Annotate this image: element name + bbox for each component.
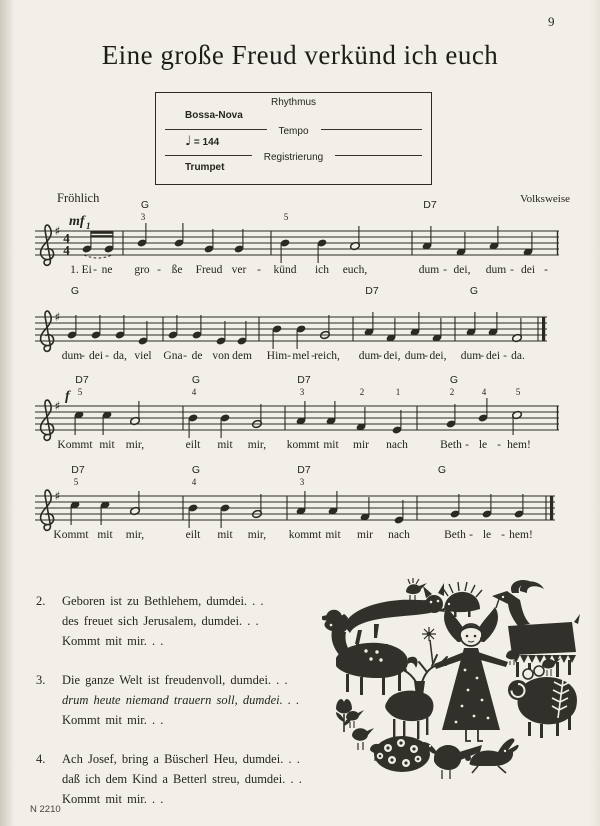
lyric-syllable: Kommt [53,529,89,541]
chord-symbol: D7 [75,374,89,386]
lyric-syllable: - [465,439,469,451]
lyric-syllable: - [503,350,507,362]
chord-symbol: D7 [423,199,437,211]
svg-text:♯: ♯ [54,310,61,324]
lyric-syllable: nach [386,439,408,451]
lyric-syllable: Beth [440,439,462,451]
fingering-number: 3 [299,477,305,487]
lyric-syllable: künd [273,264,297,276]
lyric-syllable: ße [171,264,183,276]
fingering-number: 3 [299,387,305,397]
svg-text:♯: ♯ [54,399,61,413]
fingering-number: 5 [77,387,83,397]
lyric-syllable: dei, [383,350,401,362]
lyric-syllable: dei [520,264,536,276]
tempo-label: Tempo [278,126,309,137]
verse-line: Kommt mit mir. . . [62,792,164,806]
lyric-syllable: ich [314,264,330,276]
fingering-number: 5 [515,387,521,397]
chord-symbol: G [449,374,459,386]
lyric-syllable: Freud [195,264,223,276]
rabbit [465,738,519,773]
svg-text:♯: ♯ [54,224,61,238]
verse-lines [62,670,299,730]
chord-symbol: D7 [365,285,379,297]
lyric-syllable: gro [134,264,150,276]
lyric-syllable: reich, [314,350,340,362]
lyric-syllable: mir, [125,439,145,451]
lyric-syllable: euch, [342,264,368,276]
svg-text:4: 4 [63,242,70,258]
lyric-syllable: - [544,264,548,276]
lyric-syllable: von [212,350,230,362]
verse-line: Die ganze Welt ist freudenvoll, dumdei. . . [62,673,288,687]
lyric-syllable: dei [88,350,104,362]
lyric-syllable: Him [266,350,288,362]
registration-value: Trumpet [185,162,225,173]
registration-label: Registrierung [263,152,324,163]
lyric-syllable: - [443,264,447,276]
lyric-syllable: - [287,350,291,362]
lyric-syllable: - [497,439,501,451]
lyric-syllable: - [183,350,187,362]
quarter-note-icon: ♩ [185,134,192,149]
chord-symbol: G [70,285,80,297]
lyric-syllable: hem! [509,529,533,541]
horse-with-hat [322,610,418,695]
lyric-syllable: - [378,350,382,362]
chord-symbol: G [140,199,150,211]
fingering-number: 5 [73,477,79,487]
fingering-number: 1 [395,387,401,397]
chord-symbol: G [191,464,201,476]
fingering-number: 3 [140,212,146,222]
lyric-syllable: ne [101,264,113,276]
verse [36,591,346,651]
verse-line: Ach Josef, bring a Büscherl Heu, dumdei. . . [62,752,300,766]
lyric-syllable: da, [113,350,127,362]
fingering-number: 4 [481,387,487,397]
lyric-syllable: mir [353,439,369,451]
staff-1 [35,195,559,281]
lyric-syllable: dem [232,350,252,362]
verse-number: 3. [36,673,46,687]
lyric-syllable: - [157,264,161,276]
lyric-syllable: le [478,439,488,451]
folk-art-illustration [322,578,587,790]
fingering-number: 4 [191,387,197,397]
lyric-syllable: le [482,529,492,541]
tempo-word: Fröhlich [57,191,100,205]
lyric-syllable: nach [388,529,410,541]
verse [36,670,346,730]
verse-lines [62,749,302,809]
lyric-syllable: 1. Ei [70,264,92,276]
lyric-syllable: - [480,350,484,362]
lyric-syllable: dum [358,350,380,362]
lyric-syllable: dei [485,350,501,362]
lyric-syllable: mir, [247,439,267,451]
verses [36,591,346,826]
svg-text:♯: ♯ [54,489,61,503]
lyric-syllable: mir, [125,529,145,541]
lyric-syllable: mit [97,529,113,541]
verse-line: Kommt mit mir. . . [62,634,164,648]
chord-symbol: G [469,285,479,297]
verse-line: drum heute niemand trauern soll, dumdei. . . [62,693,300,707]
lyric-syllable: hem! [507,439,531,451]
verse [36,749,346,809]
rhythm-label: Rhythmus [270,97,316,108]
lyric-syllable: kommt [288,529,322,541]
lyric-syllable: Gna [163,350,183,362]
chord-symbol: G [191,374,201,386]
lyric-syllable: mit [325,529,341,541]
lyric-syllable: - [257,264,261,276]
lyric-syllable: mit [99,439,115,451]
lyric-syllable: eilt [185,529,201,541]
chord-symbol: G [437,464,447,476]
staff-4 [35,460,555,546]
verse-line: Geboren ist zu Bethlehem, dumdei. . . [62,594,264,608]
lyric-syllable: - [81,350,85,362]
fingering-number: 2 [359,387,365,397]
rhythm-value: Bossa-Nova [185,110,243,121]
fingering-number: 4 [191,477,197,487]
plate-number: N 2210 [30,804,61,815]
lyric-syllable: - [469,529,473,541]
staff-2 [35,281,547,367]
lyric-syllable: mit [323,439,339,451]
lyric-syllable: mir, [247,529,267,541]
lyric-syllable: dum [485,264,507,276]
staff-3 [35,370,559,456]
lyric-syllable: mir [357,529,373,541]
lyric-syllable: Beth [444,529,466,541]
lyric-syllable: dum [404,350,426,362]
lyric-syllable: - [93,264,97,276]
lyric-syllable: dei, [453,264,471,276]
page-title: Eine große Freud verkünd ich euch [101,40,499,70]
chord-symbol: D7 [71,464,85,476]
lyric-syllable: dum [61,350,83,362]
music-score [35,0,575,560]
lyric-syllable: de [191,350,203,362]
lyric-syllable: mit [217,529,233,541]
verse-number: 4. [36,752,46,766]
lyric-syllable: ver [231,264,247,276]
attribution: Volksweise [520,193,570,205]
verse-line: des freuet sich Jerusalem, dumdei. . . [62,614,259,628]
lyric-syllable: dum [418,264,440,276]
lyric-syllable: - [105,350,109,362]
spotted-egg [374,736,430,772]
chord-symbol: D7 [297,374,311,386]
verse-number: 2. [36,594,46,608]
dynamic-marking: f [65,389,70,404]
lyric-syllable: kommt [286,439,320,451]
verse-line: daß ich dem Kind a Betterl streu, dumdei. . . [62,772,302,786]
page-number: 9 [548,14,555,29]
lyric-syllable: eilt [185,439,201,451]
lyric-syllable: - [311,350,315,362]
verse-line: Kommt mit mir. . . [62,713,164,727]
lyric-syllable: - [424,350,428,362]
lyric-syllable: da. [511,350,525,362]
lyric-syllable: viel [134,350,152,362]
lyric-syllable: dum [460,350,482,362]
lyric-syllable: dei, [429,350,447,362]
lyric-syllable: - [501,529,505,541]
verse-lines [62,591,264,651]
svg-text:4: 4 [63,230,70,246]
fingering-number: 5 [283,212,289,222]
chord-symbol: D7 [297,464,311,476]
tempo-value: ♩ = 144 [185,134,220,149]
lyric-syllable: mel [292,350,310,362]
dynamic-marking: mf [69,214,85,229]
svg-text:1: 1 [86,221,91,231]
fingering-number: 2 [449,387,455,397]
lyric-syllable: - [510,264,514,276]
lyric-syllable: Kommt [57,439,93,451]
lyric-syllable: mit [217,439,233,451]
